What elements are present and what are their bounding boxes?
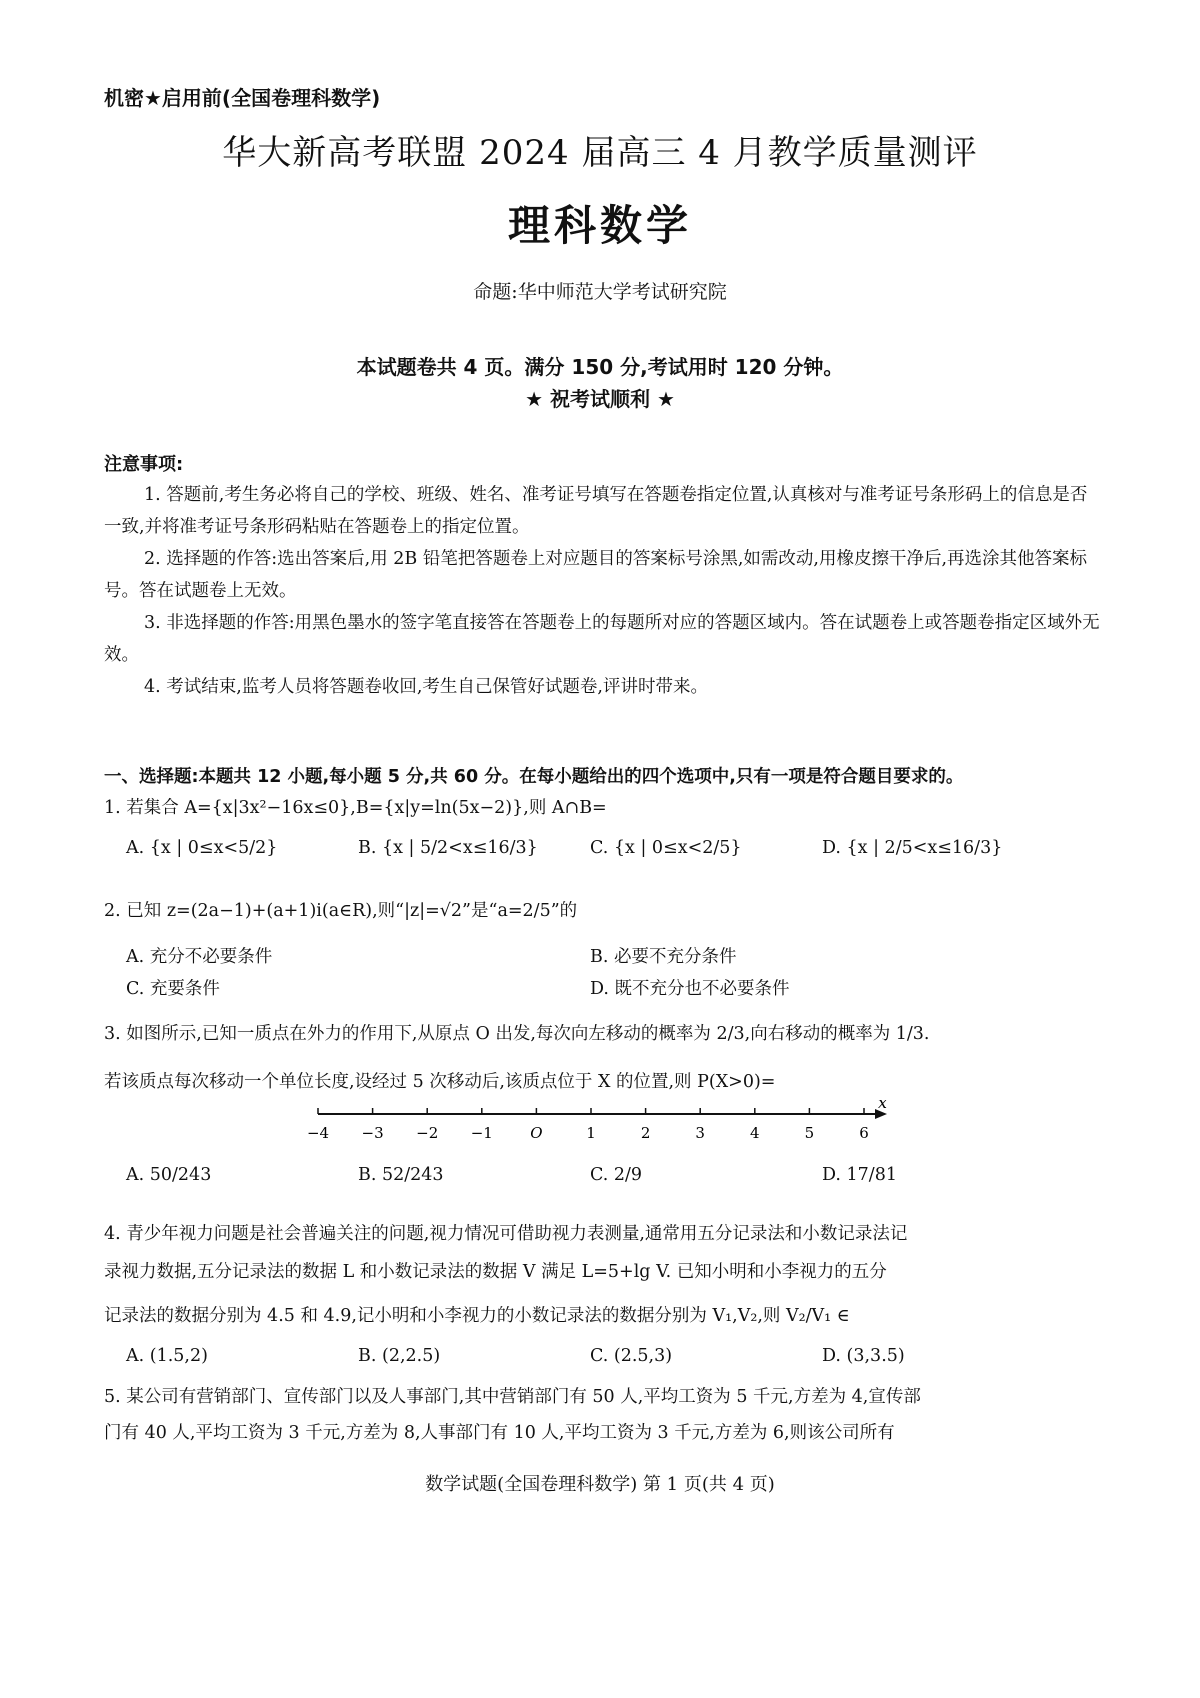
confidential-label: 机密★启用前(全国卷理科数学) — [104, 86, 381, 110]
tick-label: −2 — [416, 1124, 439, 1142]
question-5-line-1: 5. 某公司有营销部门、宣传部门以及人事部门,其中营销部门有 50 人,平均工资为 5 千元,方差为 4,宣传部 — [104, 1387, 921, 1407]
q2-option-b: B. 必要不充分条件 — [590, 947, 737, 967]
q4-option-c: C. (2.5,3) — [590, 1346, 673, 1366]
subject-title: 理科数学 — [507, 201, 692, 250]
tick-label: 2 — [640, 1124, 651, 1142]
question-4-line-1: 4. 青少年视力问题是社会普遍关注的问题,视力情况可借助视力表测量,通常用五分记录法和小数记录法记 — [104, 1224, 908, 1244]
question-5-line-2: 门有 40 人,平均工资为 3 千元,方差为 8,人事部门有 10 人,平均工资为 3 千元,方差为 6,则该公司所有 — [104, 1423, 895, 1443]
tick-label: −3 — [361, 1124, 384, 1142]
question-2-stem: 2. 已知 z=(2a−1)+(a+1)i(a∈R),则“|z|=√2”是“a=2/5”的 — [104, 901, 578, 921]
tick-label: 6 — [859, 1124, 869, 1142]
question-1-stem: 1. 若集合 A={x|3x²−16x≤0},B={x|y=ln(5x−2)},则 A∩B= — [104, 798, 607, 818]
notice-item-2: 2. 选择题的作答:选出答案后,用 2B 铅笔把答题卷上对应题目的答案标号涂黑,如需改动,用橡皮擦干净后,再选涂其他答案标号。答在试题卷上无效。 — [104, 549, 1088, 601]
page-footer: 数学试题(全国卷理科数学) 第 1 页(共 4 页) — [425, 1474, 775, 1495]
author-line: 命题:华中师范大学考试研究院 — [473, 281, 727, 303]
question-3-stem-2: 若该质点每次移动一个单位长度,设经过 5 次移动后,该质点位于 X 的位置,则 P(X>0)= — [104, 1072, 776, 1092]
tick-label: −4 — [306, 1124, 330, 1142]
q2-option-c: C. 充要条件 — [126, 979, 220, 999]
q3-option-a: A. 50/243 — [126, 1165, 212, 1185]
q1-option-a: A. {x | 0≤x<5/2} — [126, 838, 278, 858]
q4-option-b: B. (2,2.5) — [358, 1346, 441, 1366]
notice-heading: 注意事项: — [104, 454, 184, 475]
good-luck-line: ★ 祝考试顺利 ★ — [525, 387, 675, 411]
exam-title: 华大新高考联盟 2024 届高三 4 月教学质量测评 — [222, 133, 978, 173]
tick-label: 5 — [804, 1124, 815, 1142]
tick-label: O — [530, 1124, 543, 1142]
notice-item-4: 4. 考试结束,监考人员将答题卷收回,考生自己保管好试题卷,评讲时带来。 — [144, 677, 708, 697]
q3-option-c: C. 2/9 — [590, 1165, 643, 1185]
question-3-stem-1: 3. 如图所示,已知一质点在外力的作用下,从原点 O 出发,每次向左移动的概率为 2/3,向右移动的概率为 1/3. — [104, 1024, 930, 1044]
q1-option-d: D. {x | 2/5<x≤16/3} — [822, 838, 1003, 858]
q3-option-d: D. 17/81 — [822, 1165, 897, 1185]
q1-option-b: B. {x | 5/2<x≤16/3} — [358, 838, 538, 858]
tick-label: 4 — [750, 1124, 760, 1142]
axis-label: x — [878, 1100, 888, 1112]
q2-option-a: A. 充分不必要条件 — [126, 947, 273, 967]
question-4-line-2: 录视力数据,五分记录法的数据 L 和小数记录法的数据 V 满足 L=5+lg V. 已知小明和小李视力的五分 — [104, 1262, 887, 1282]
q4-option-d: D. (3,3.5) — [822, 1346, 905, 1366]
q4-option-a: A. (1.5,2) — [126, 1346, 208, 1366]
number-line-figure — [300, 1100, 900, 1160]
notice-item-3: 3. 非选择题的作答:用黑色墨水的签字笔直接答在答题卷上的每题所对应的答题区域内。答在试题卷上或答题卷指定区域外无效。 — [104, 613, 1100, 665]
exam-info: 本试题卷共 4 页。满分 150 分,考试用时 120 分钟。 — [356, 355, 844, 379]
notice-item-1: 1. 答题前,考生务必将自己的学校、班级、姓名、准考证号填写在答题卷指定位置,认真核对与准考证号条形码上的信息是否一致,并将准考证号条形码粘贴在答题卷上的指定位置。 — [104, 485, 1088, 537]
tick-label: 3 — [695, 1124, 705, 1142]
q1-option-c: C. {x | 0≤x<2/5} — [590, 838, 742, 858]
tick-label: 1 — [586, 1124, 596, 1142]
question-4-line-3: 记录法的数据分别为 4.5 和 4.9,记小明和小李视力的小数记录法的数据分别为 V₁,V₂,则 V₂/V₁ ∈ — [104, 1306, 850, 1326]
section-heading: 一、选择题:本题共 12 小题,每小题 5 分,共 60 分。在每小题给出的四个选项中,只有一项是符合题目要求的。 — [104, 767, 964, 787]
q2-option-d: D. 既不充分也不必要条件 — [590, 979, 790, 999]
tick-label: −1 — [470, 1124, 493, 1142]
q3-option-b: B. 52/243 — [358, 1165, 444, 1185]
